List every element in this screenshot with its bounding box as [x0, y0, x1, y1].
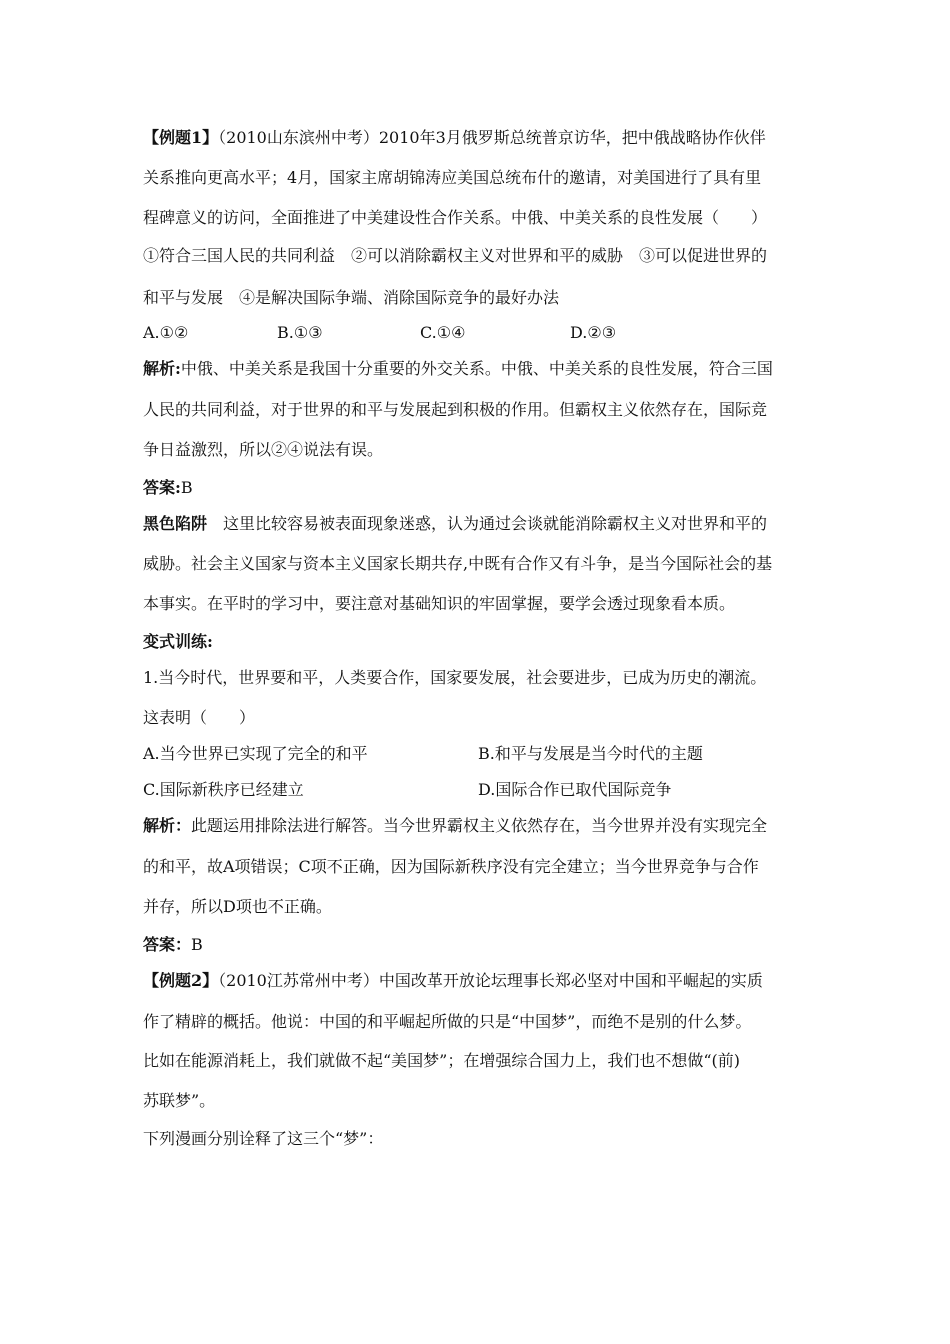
practice-option-a: A.当今世界已实现了完全的和平: [143, 744, 368, 763]
practice-answer-value: B: [191, 935, 203, 954]
example1-answer: [143, 476, 811, 500]
practice-question-line-2: 这表明（ ）: [143, 708, 256, 727]
practice-question-line-1: 1.当今时代，世界要和平，人类要合作，国家要发展，社会要进步，已成为历史的潮流。: [143, 668, 767, 687]
practice-analysis-label: 解析：: [143, 816, 192, 835]
practice-answer-label: 答案：: [143, 935, 192, 954]
example1-option-b: B.①③: [277, 323, 323, 342]
example1-line-5: 和平与发展 ④是解决国际争端、消除国际竞争的最好办法: [143, 288, 560, 307]
example1-line-1: [143, 126, 811, 150]
practice-analysis-line-2: 的和平，故A项错误；C项不正确，因为国际新秩序没有完全建立；当今世界竞争与合作: [143, 857, 759, 876]
example1-line-4: ①符合三国人民的共同利益 ②可以消除霸权主义对世界和平的威胁 ③可以促进世界的: [143, 246, 768, 265]
practice-analysis-line-3: 并存，所以D项也不正确。: [143, 897, 332, 916]
example1-trap-line-2: 威胁。社会主义国家与资本主义国家长期共存,中既有合作又有斗争，是当今国际社会的基: [143, 554, 773, 573]
example1-answer-label: 答案:: [143, 478, 181, 497]
example2-line-5: 下列漫画分别诠释了这三个“梦”：: [143, 1129, 384, 1148]
example1-line-2: 关系推向更高水平；4月，国家主席胡锦涛应美国总统布什的邀请，对美国进行了具有里: [143, 168, 762, 187]
example1-option-a: A.①②: [143, 323, 189, 342]
example1-option-d: D.②③: [570, 323, 617, 342]
example2-line-3: 比如在能源消耗上，我们就做不起“美国梦”；在增强综合国力上，我们也不想做“(前): [143, 1051, 741, 1070]
example1-option-c: C.①④: [420, 323, 466, 342]
example1-line-3: 程碑意义的访问，全面推进了中美建设性合作关系。中俄、中美关系的良性发展（ ）: [143, 208, 768, 227]
example1-analysis-line-1: [143, 357, 811, 381]
example1-trap-line-1: [143, 512, 811, 536]
practice-analysis-text: 此题运用排除法进行解答。当今世界霸权主义依然存在，当今世界并没有实现完全: [191, 816, 768, 835]
practice-option-c: C.国际新秩序已经建立: [143, 780, 304, 799]
example2-line-1: [143, 969, 811, 993]
practice-heading: 变式训练:: [143, 632, 213, 651]
example1-analysis-label: 解析:: [143, 359, 181, 378]
example2-text: （2010江苏常州中考）中国改革开放论坛理事长郑必坚对中国和平崛起的实质: [218, 971, 763, 990]
example1-analysis-line-2: 人民的共同利益，对于世界的和平与发展起到积极的作用。但霸权主义依然存在，国际竞: [143, 400, 768, 419]
example1-label: 【例题1】: [143, 128, 219, 147]
practice-option-b: B.和平与发展是当今时代的主题: [478, 744, 703, 763]
example2-line-2: 作了精辟的概括。他说：中国的和平崛起所做的只是“中国梦”，而绝不是别的什么梦。: [143, 1012, 752, 1031]
practice-option-d: D.国际合作已取代国际竞争: [478, 780, 672, 799]
example1-trap-label: 黑色陷阱: [143, 514, 208, 533]
practice-analysis-line-1: [143, 814, 811, 838]
example1-analysis-line-3: 争日益激烈，所以②④说法有误。: [143, 440, 384, 459]
example1-text: （2010山东滨州中考）2010年3月俄罗斯总统普京访华，把中俄战略协作伙伴: [218, 128, 766, 147]
example1-trap-line-3: 本事实。在平时的学习中，要注意对基础知识的牢固掌握，要学会透过现象看本质。: [143, 594, 736, 613]
example1-analysis-text: 中俄、中美关系是我国十分重要的外交关系。中俄、中美关系的良性发展，符合三国: [180, 359, 773, 378]
practice-answer: [143, 933, 811, 957]
example2-label: 【例题2】: [143, 971, 219, 990]
example2-line-4: 苏联梦”。: [143, 1091, 216, 1110]
example1-trap-text: 这里比较容易被表面现象迷惑，认为通过会谈就能消除霸权主义对世界和平的: [207, 514, 768, 533]
example1-answer-value: B: [180, 478, 193, 497]
